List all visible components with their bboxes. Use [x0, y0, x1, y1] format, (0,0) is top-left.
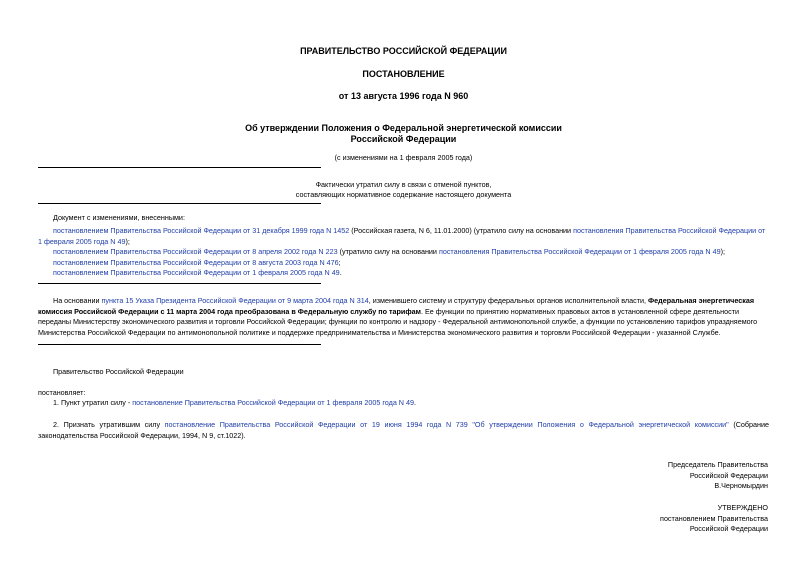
approved-line-1: УТВЕРЖДЕНО	[717, 503, 768, 512]
signature-line-2: Российской Федерации	[689, 470, 768, 480]
decides-text: постановляет:	[38, 388, 86, 397]
clause-1-link[interactable]: постановление Правительства Российской Федерации от 1 февраля 2005 года N 49	[132, 398, 414, 407]
amendment-link-3[interactable]: постановлением Правительства Российской Федерации от 8 августа 2003 года N 476	[53, 258, 339, 267]
amendment-item-1: постановлением Правительства Российской Федерации от 31 декабря 1999 года N 1452 (Российская газета, N 6, 11.01.2000) (утратило силу на основании постановления Правительства Российской Федерации от 1 февраля 2005 года N 49);	[38, 226, 766, 246]
amendment-link-1[interactable]: постановлением Правительства Российской Федерации от 31 декабря 1999 года N 1452	[53, 226, 350, 235]
divider	[38, 283, 321, 284]
amendment-link-2b[interactable]: постановления Правительства Российской Федерации от 1 февраля 2005 года N 49	[438, 247, 721, 256]
amendments-intro: Документ с изменениями, внесенными:	[53, 213, 185, 222]
amendment-link-2[interactable]: постановлением Правительства Российской Федерации от 8 апреля 2002 года N 223	[53, 247, 338, 256]
amendment-link-1b[interactable]: постановления Правительства Российской Федерации от 1 февраля 2005 года N 49	[38, 226, 766, 246]
title-line-2: Российской Федерации	[350, 134, 457, 144]
government-text: Правительство Российской Федерации	[53, 367, 184, 376]
amendment-link-4[interactable]: постановлением Правительства Российской Федерации от 1 февраля 2005 года N 49	[53, 268, 340, 277]
approved-line-3: Российской Федерации	[689, 524, 768, 533]
amendment-item-3: постановлением Правительства Российской Федерации от 8 августа 2003 года N 476;	[53, 258, 341, 267]
divider	[38, 344, 321, 345]
date-number-heading: от 13 августа 1996 года N 960	[338, 91, 469, 101]
signature-line-1: Председатель Правительства	[667, 460, 768, 469]
signature-block	[668, 460, 768, 492]
approved-line-2: постановлением Правительства	[660, 513, 768, 523]
clause-2: 2. Признать утратившим силу постановление Правительства Российской Федерации от 19 июня 1994 года N 739 "Об утверждении Положения о Федеральной энергетической комиссии" (Собрание законодательства Российской Федерации, 1994, N 9, ст.1022).	[38, 420, 769, 440]
approved-block	[660, 503, 768, 535]
divider	[38, 203, 321, 204]
signature-line-3: В.Черномырдин	[714, 481, 768, 490]
clause-2-link[interactable]: постановление Правительства Российской Федерации от 19 июня 1994 года N 739 "Об утверждении Положения о Федеральной энергетической комиссии"	[164, 420, 729, 429]
clause-1: 1. Пункт утратил силу - постановление Правительства Российской Федерации от 1 февраля 2005 года N 49.	[53, 398, 416, 407]
doc-type-heading: ПОСТАНОВЛЕНИЕ	[362, 69, 445, 79]
divider	[38, 167, 321, 168]
status-line-1: Фактически утратил силу в связи с отменой пунктов,	[315, 180, 492, 189]
status-line-2: составляющих нормативное содержание настоящего документа	[295, 190, 512, 199]
amendment-item-4: постановлением Правительства Российской Федерации от 1 февраля 2005 года N 49.	[53, 268, 342, 277]
title-line-1: Об утверждении Положения о Федеральной энергетической комиссии	[245, 123, 562, 133]
changes-note: (с изменениями на 1 февраля 2005 года)	[334, 153, 473, 162]
basis-paragraph: На основании пункта 15 Указа Президента Российской Федерации от 9 марта 2004 года N 314, изменившего систему и структуру федеральных органов исполнительной власти, Федеральная энергетическая комиссия Российской Федерации с 11 марта 2004 года преобразована в Федеральную службу по тарифам. Ее функции по принятию нормативных правовых актов в установленной сфере деятельности переданы Министерству экономического развития и торговли Российской Федерации; функции по контролю и надзору - Федеральной антимонопольной службе, а функции по установлению тарифов упраздняемого Министерства Российской Федерации по антимонопольной политике и поддержке предпринимательства и Министерства экономического развития и торговли Российской Федерации - указанной Службе.	[38, 296, 758, 337]
government-heading: ПРАВИТЕЛЬСТВО РОССИЙСКОЙ ФЕДЕРАЦИИ	[300, 46, 507, 56]
decree-link[interactable]: пункта 15 Указа Президента Российской Федерации от 9 марта 2004 года N 314	[101, 296, 369, 305]
amendment-item-2: постановлением Правительства Российской Федерации от 8 апреля 2002 года N 223 (утратило силу на основании постановления Правительства Российской Федерации от 1 февраля 2005 года N 49);	[53, 247, 725, 256]
